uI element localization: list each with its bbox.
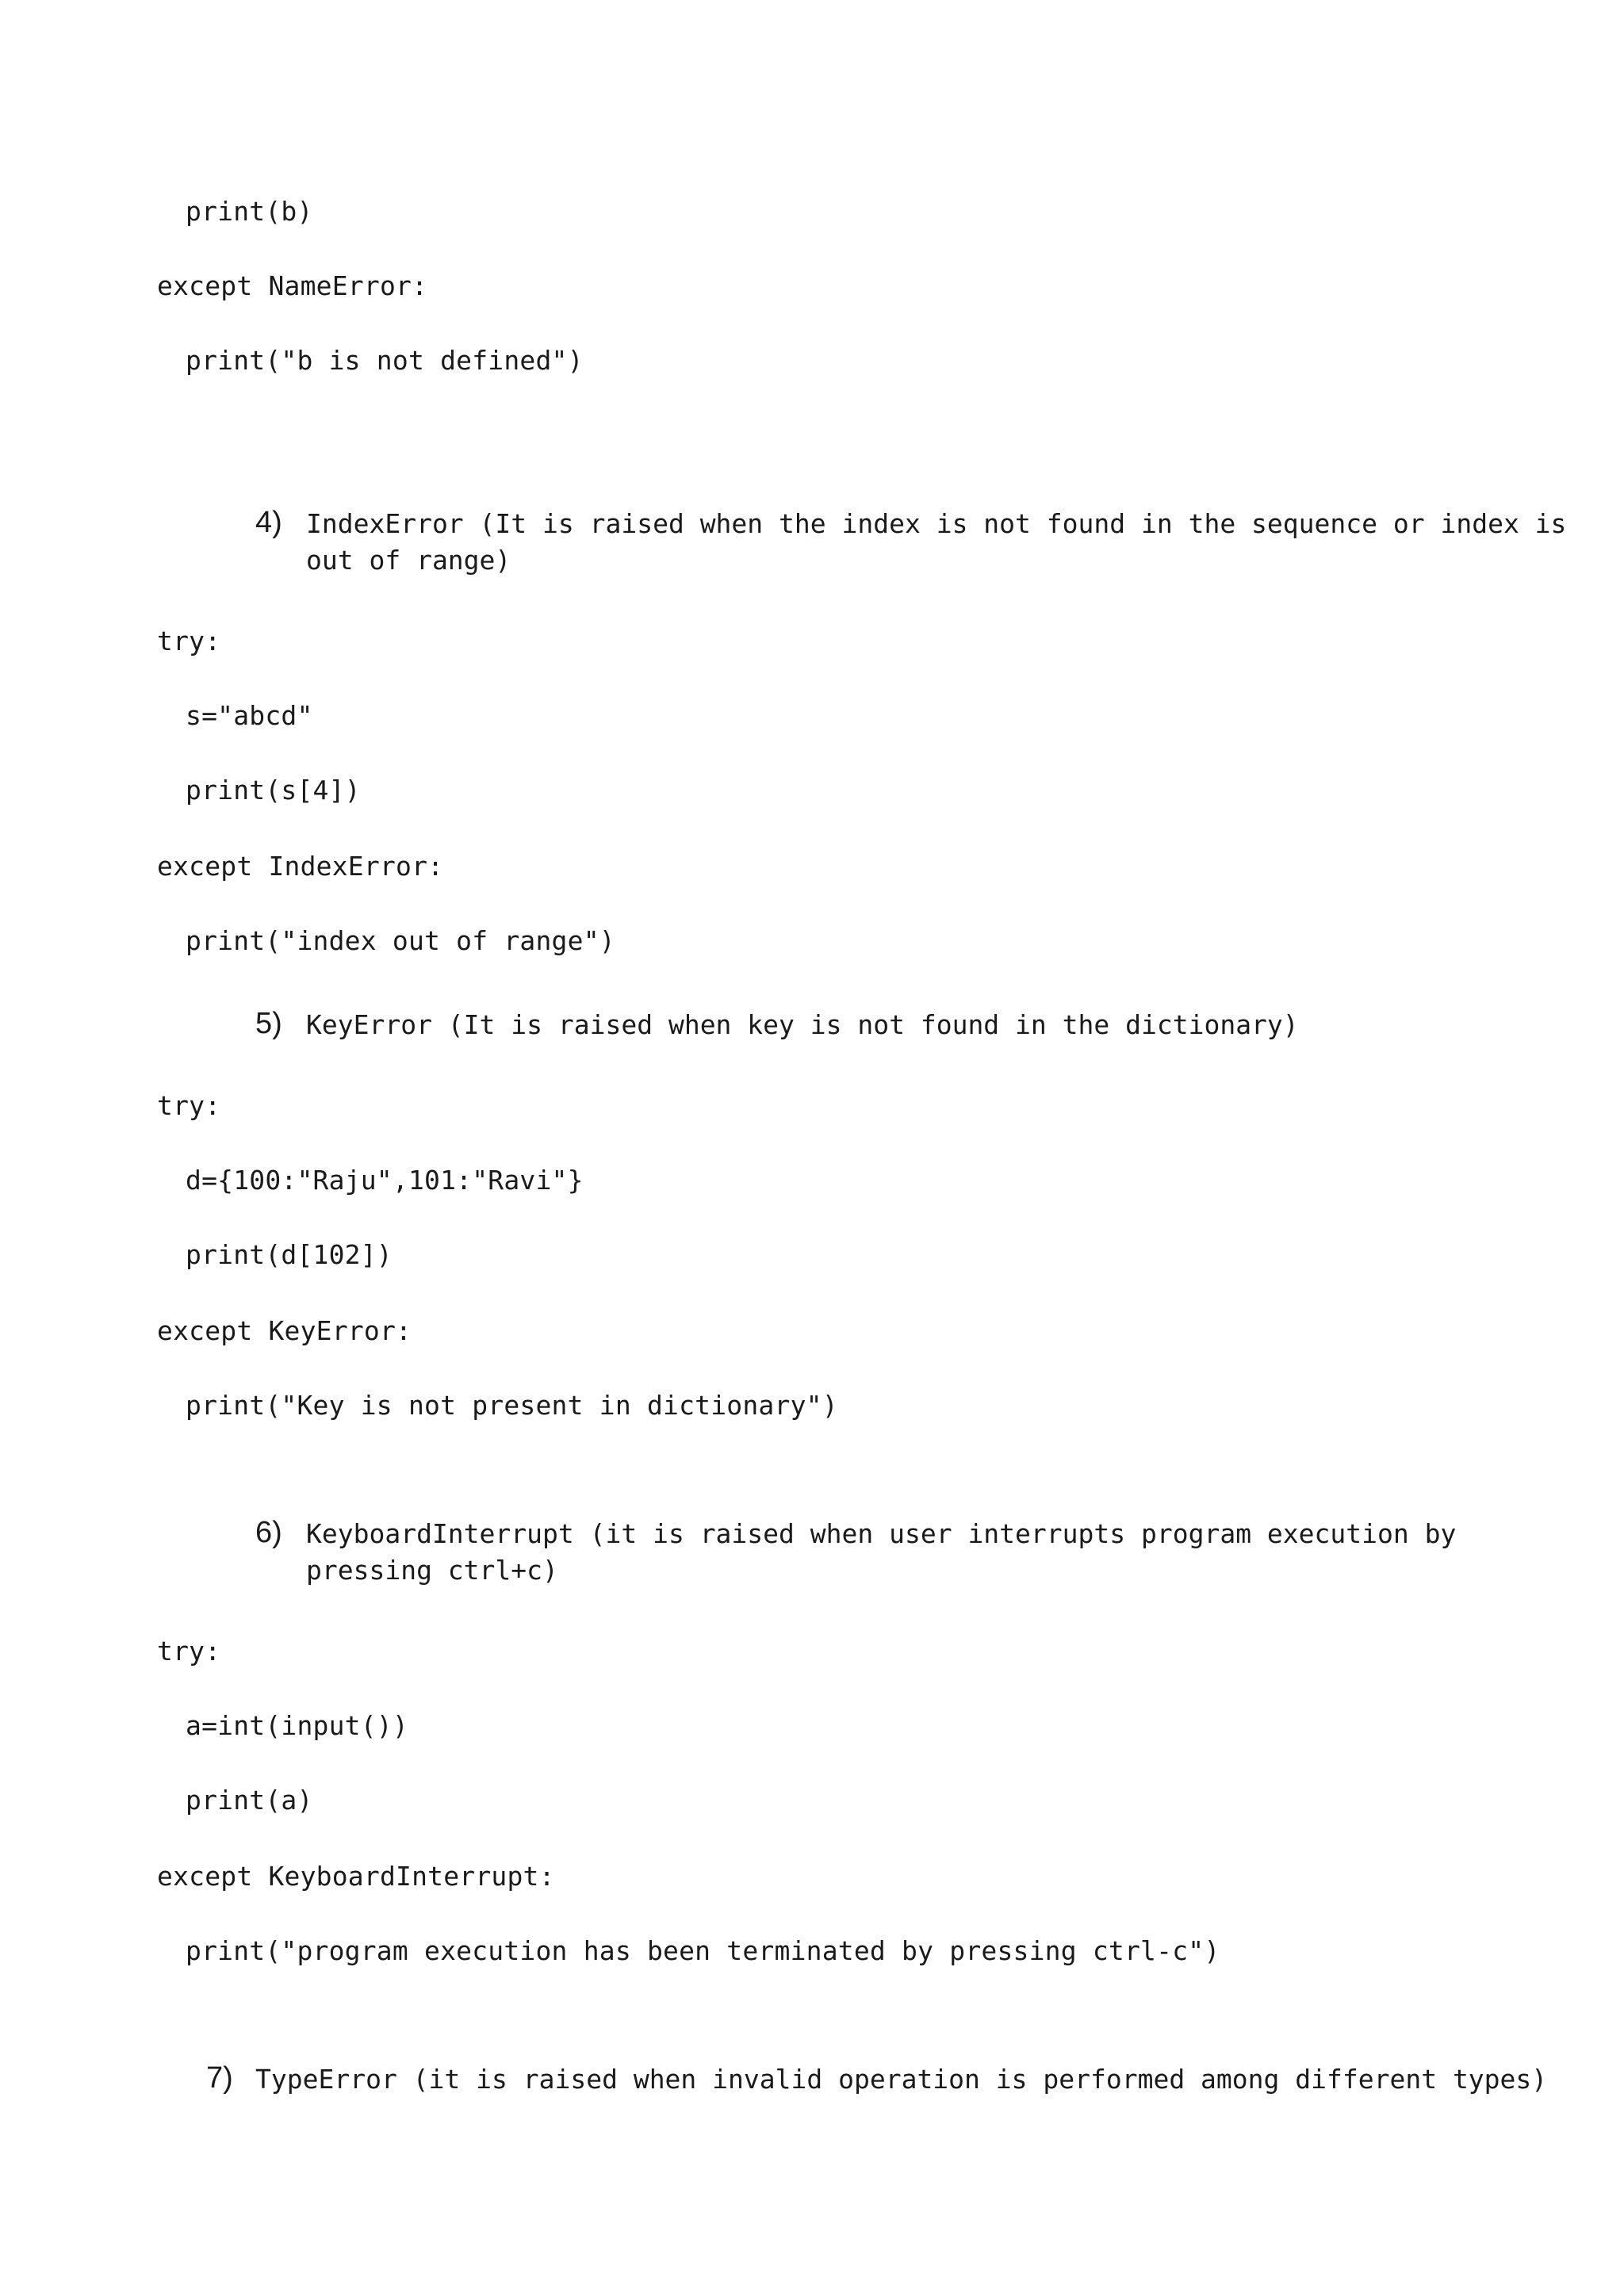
- code-line: print(b): [186, 196, 313, 227]
- item-heading-line: KeyError (It is raised when key is not found in the dictionary): [306, 1009, 1299, 1040]
- code-line: s="abcd": [186, 700, 313, 731]
- code-line: try:: [157, 1636, 221, 1667]
- item-number: 6): [255, 1516, 282, 1549]
- code-line: print("program execution has been terminated by pressing ctrl-c"): [186, 1935, 1220, 1966]
- code-line: except KeyError:: [157, 1315, 412, 1346]
- item-number: 5): [255, 1007, 282, 1040]
- code-line: except NameError:: [157, 270, 428, 301]
- code-line: try:: [157, 1090, 221, 1121]
- item-heading-line: pressing ctrl+c): [306, 1555, 558, 1586]
- code-line: try:: [157, 626, 221, 656]
- code-line: print("index out of range"): [186, 925, 615, 956]
- code-line: print("Key is not present in dictionary"): [186, 1390, 838, 1421]
- item-number: 7): [206, 2061, 233, 2095]
- item-heading-line: IndexError (It is raised when the index is not found in the sequence or index is: [306, 508, 1567, 539]
- code-line: d={100:"Raju",101:"Ravi"}: [186, 1165, 584, 1196]
- code-line: except KeyboardInterrupt:: [157, 1861, 555, 1892]
- code-line: print(a): [186, 1785, 313, 1816]
- code-line: print(s[4]): [186, 775, 361, 806]
- code-line: print(d[102]): [186, 1239, 393, 1270]
- item-heading-line: TypeError (it is raised when invalid operation is performed among different types): [255, 2064, 1548, 2095]
- code-line: except IndexError:: [157, 851, 444, 882]
- code-line: print("b is not defined"): [186, 345, 584, 376]
- item-heading-line: KeyboardInterrupt (it is raised when user interrupts program execution by: [306, 1518, 1457, 1549]
- item-number: 4): [255, 506, 282, 539]
- item-heading-line: out of range): [306, 545, 511, 576]
- code-line: a=int(input()): [186, 1710, 408, 1741]
